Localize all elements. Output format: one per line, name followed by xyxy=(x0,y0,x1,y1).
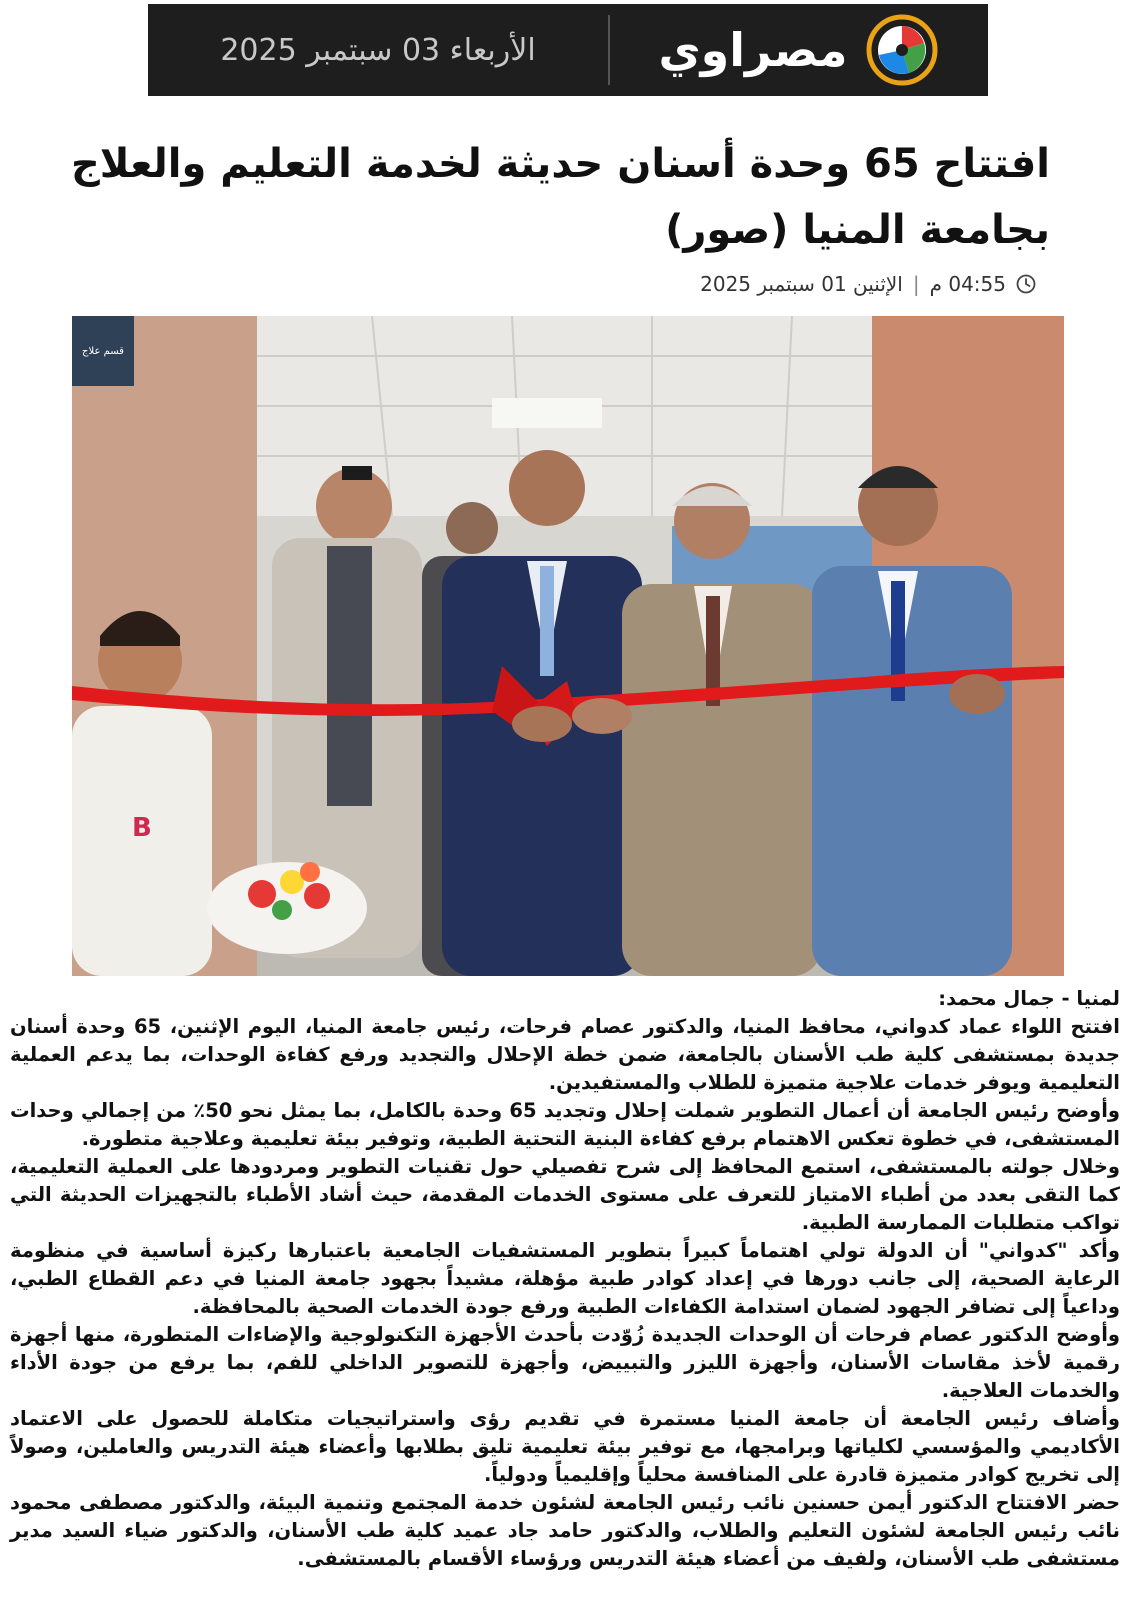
brand-logo-link[interactable] xyxy=(610,4,988,96)
article-paragraph-7: حضر الافتتاح الدكتور أيمن حسنين نائب رئيس الجامعة لشئون خدمة المجتمع وتنمية البيئة، والدكتور مصطفى محمود نائب رئيس الجامعة لشئون التعليم والطلاب، والدكتور حامد جاد عميد كلية طب الأسنان، والدكتور ضياء السيد مدير مستشفى طب الأسنان، ولفيف من أعضاء هيئة التدريس ورؤساء الأقسام بالمستشفى. xyxy=(10,1491,1120,1570)
publish-date: الإثنين 01 سبتمبر 2025 xyxy=(700,272,903,296)
masrawy-logo-icon xyxy=(865,13,939,87)
article-paragraph-4: وأكد "كدواني" أن الدولة تولي اهتماماً كبيراً بتطوير المستشفيات الجامعية باعتبارها ركيزة أساسية في منظومة الرعاية الصحية، إلى جانب دورها في إعداد كوادر طبية مؤهلة، مشيداً بجهود جامعة المنيا في دعم القطاع الطبي، وداعياً إلى تضافر الجهود لضمان استدامة الكفاءات الطبية ورفع جودة الخدمات الصحية بالمحافظة. xyxy=(10,1239,1120,1318)
article-title: افتتاح 65 وحدة أسنان حديثة لخدمة التعليم والعلاج بجامعة المنيا (صور) xyxy=(70,140,1050,253)
brand-name: مصراوي xyxy=(658,23,848,77)
article-paragraph-2: وأوضح رئيس الجامعة أن أعمال التطوير شملت إحلال وتجديد 65 وحدة بالكامل، بما يمثل نحو 50٪ من إجمالي وحدات المستشفى، في خطوة تعكس الاهتمام برفع كفاءة البنية التحتية الطبية، وتوفير بيئة تعليمية وعلاجية متطورة. xyxy=(10,1099,1120,1150)
publish-time: 04:55 م xyxy=(929,272,1006,296)
masthead-banner xyxy=(148,4,988,96)
article-paragraph-1: افتتح اللواء عماد كدواني، محافظ المنيا، والدكتور عصام فرحات، رئيس جامعة المنيا، اليوم الإثنين، 65 وحدة أسنان جديدة بمستشفى كلية طب الأسنان بالجامعة، ضمن خطة الإحلال والتجديد ورفع كفاءة الوحدات، بما يدعم العملية التعليمية ويوفر خدمات علاجية متميزة للطلاب والمستفيدين. xyxy=(10,1015,1120,1094)
article-paragraph-6: وأضاف رئيس الجامعة أن جامعة المنيا مستمرة في تقديم رؤى واستراتيجيات متكاملة للحصول على الاعتماد الأكاديمي والمؤسسي لكلياتها وبرامجها، مع توفير بيئة تعليمية تليق بطلابها وأعضاء هيئة التدريس والعاملين، وصولاً إلى تخريج كوادر متميزة قادرة على المنافسة محلياً وإقليمياً ودولياً. xyxy=(10,1407,1120,1486)
wall-sign: قسم علاج xyxy=(82,346,124,357)
article-byline: لمنيا - جمال محمد: xyxy=(938,987,1120,1010)
article-body xyxy=(10,985,1120,1573)
ribbon-cutting-illustration xyxy=(72,316,1064,976)
article-photo xyxy=(72,316,1064,976)
svg-text:B: B xyxy=(132,813,152,843)
article-paragraph-5: وأوضح الدكتور عصام فرحات أن الوحدات الجديدة زُوّدت بأحدث الأجهزة التكنولوجية والإضاءات المتطورة، منها أجهزة رقمية لأخذ مقاسات الأسنان، وأجهزة الليزر والتبييض، وأجهزة للتصوير الداخلي للفم، بما يرفع من جودة الأداء والخدمات العلاجية. xyxy=(10,1323,1120,1402)
meta-separator: | xyxy=(912,272,920,296)
masthead-date: الأربعاء 03 سبتمبر 2025 xyxy=(220,32,536,68)
article-meta xyxy=(700,272,1036,296)
article-paragraph-3: وخلال جولته بالمستشفى، استمع المحافظ إلى شرح تفصيلي حول تقنيات التطوير ومردودها على العملية التعليمية، كما التقى بعدد من أطباء الامتياز للتعرف على مستوى الخدمات المقدمة، حيث أشاد الأطباء بالتجهيزات الحديثة التي تواكب متطلبات الممارسة الطبية. xyxy=(10,1155,1120,1234)
clock-icon xyxy=(1016,274,1036,294)
